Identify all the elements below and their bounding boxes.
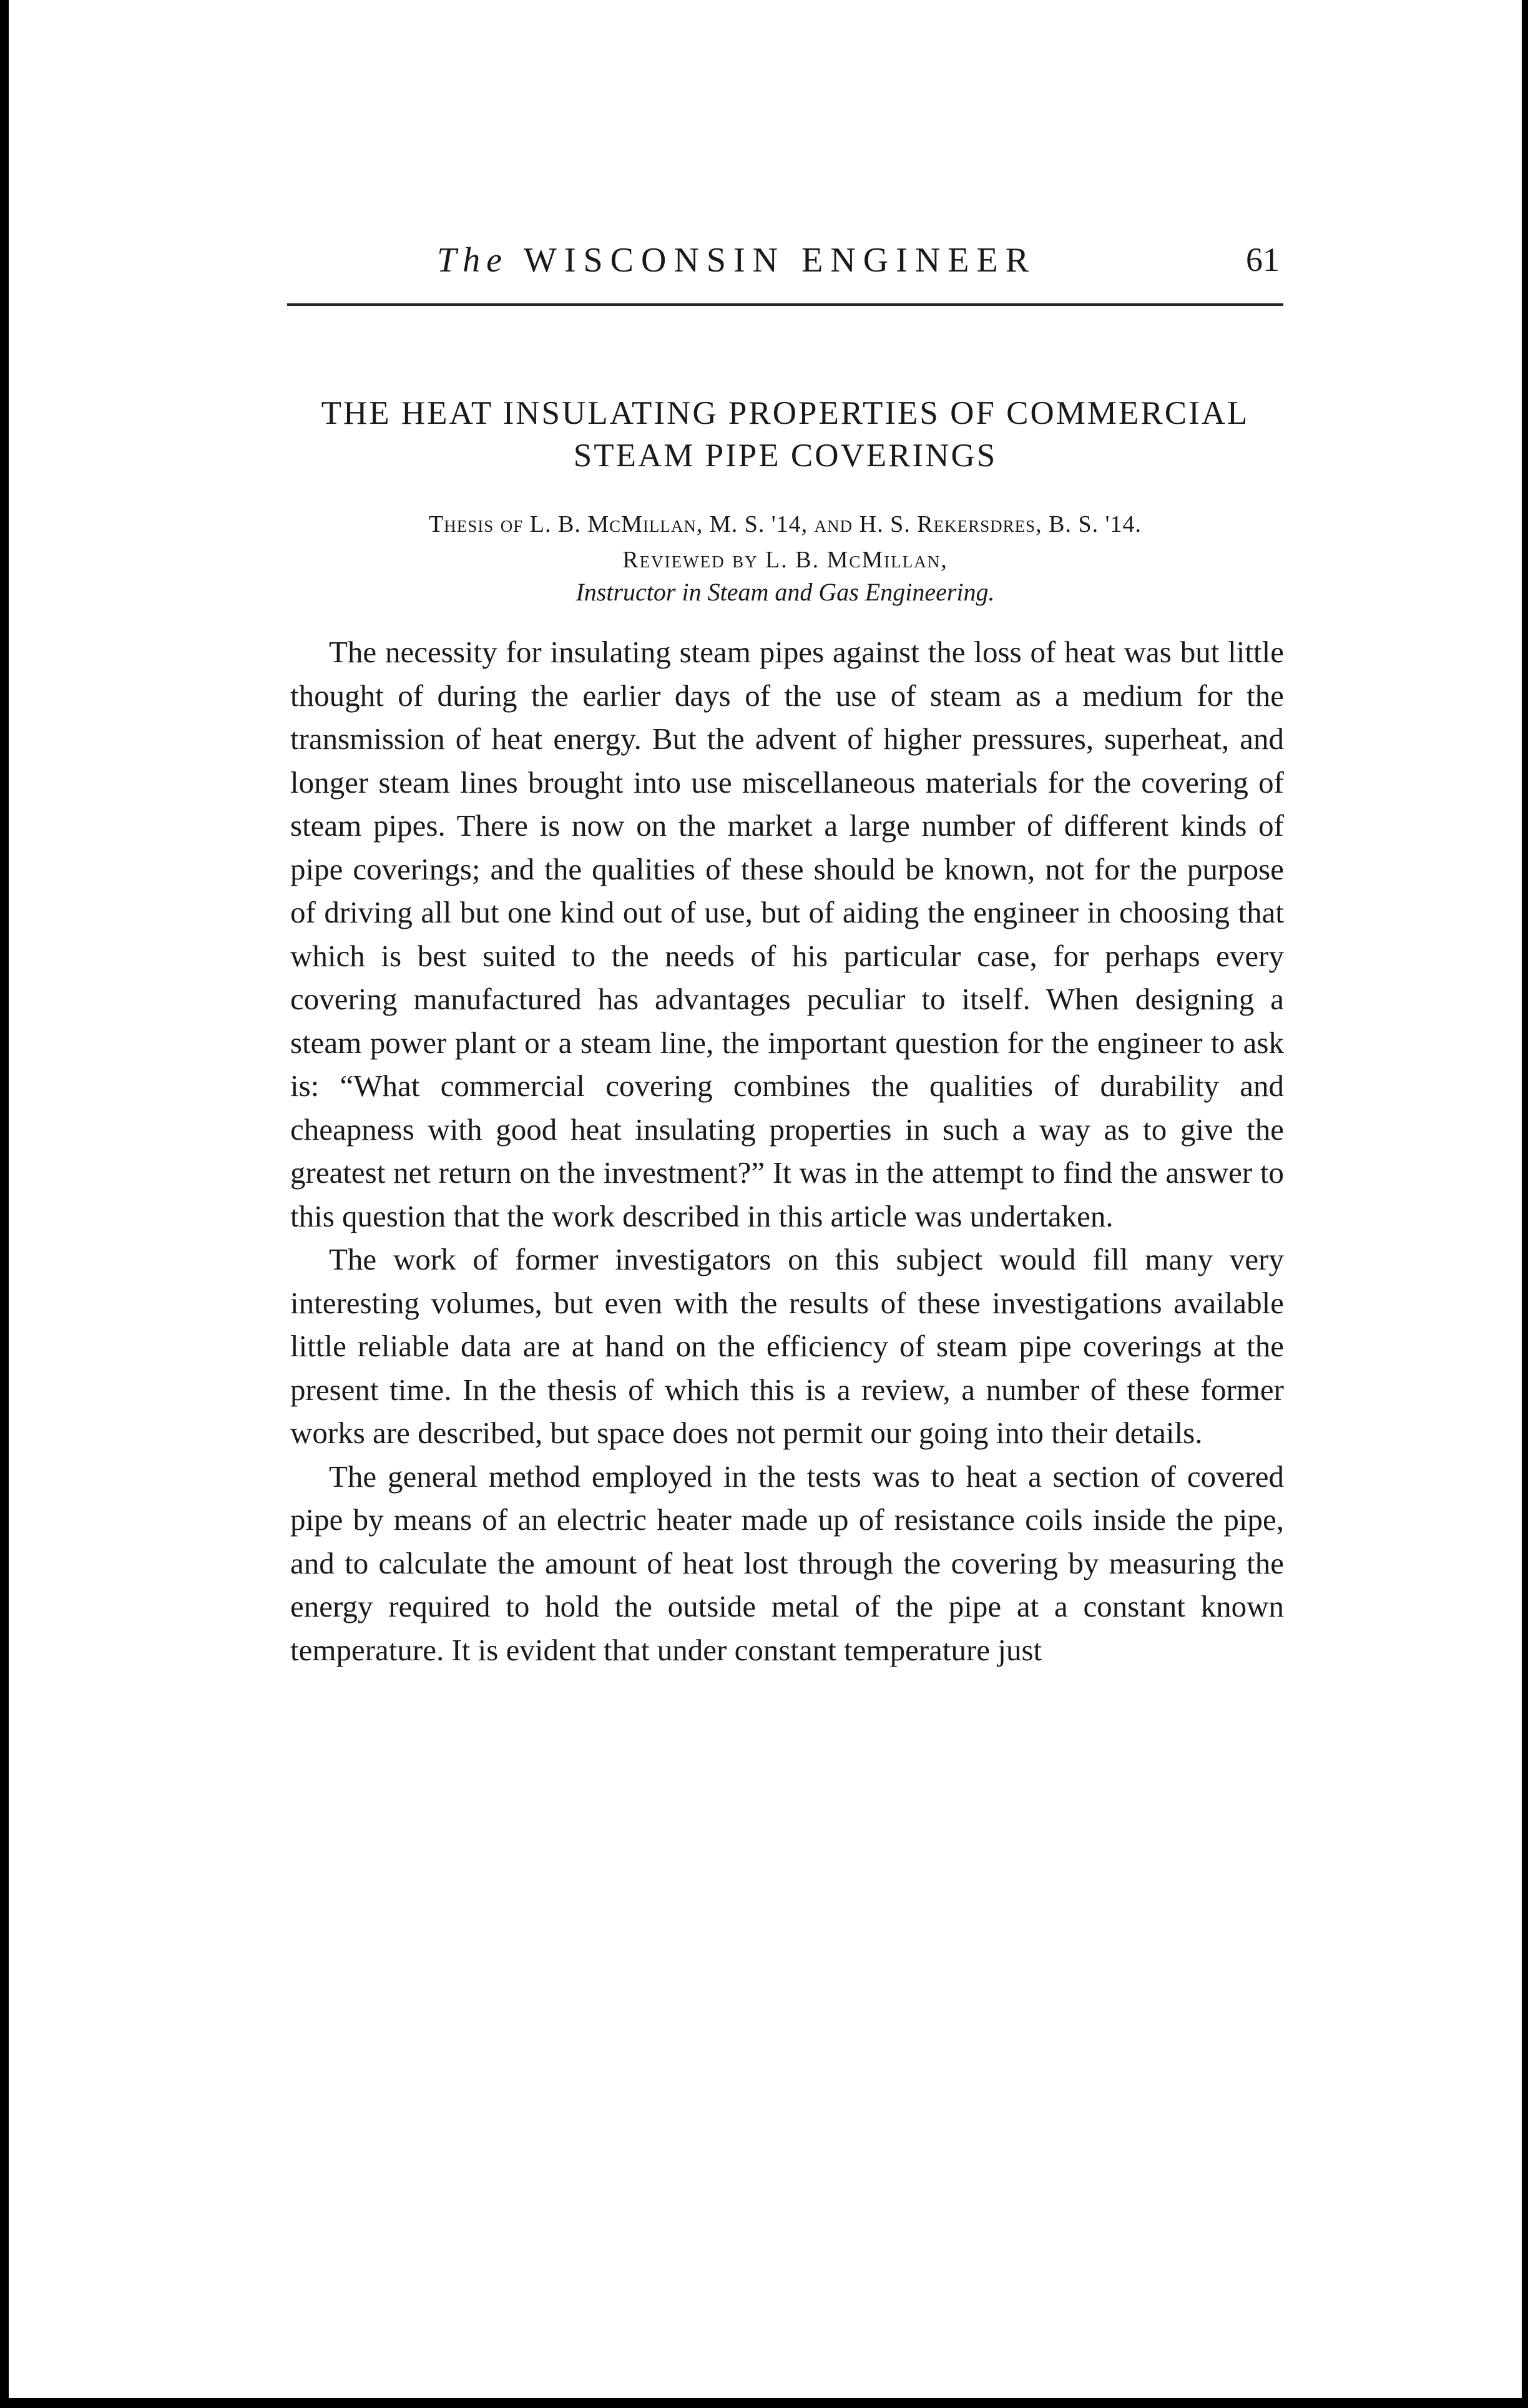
body-paragraph: The general method employed in the tests was to heat a section of covered pipe by means of an electric heater made up of resistance coils inside the pipe, and to calculate the amount of heat lost through the covering by measuring the energy required to hold the outside metal of the pipe at a constant known temperature. It is evident that under constant temperature just (290, 1459, 1284, 1667)
body-paragraph: The necessity for insulating steam pipes against the loss of heat was but little thought of during the earlier days of the use of steam as a medium for the transmission of heat energy. But the advent of higher pressures, superheat, and longer steam lines brought into use miscellaneous materials for the covering of steam pipes. There is now on the market a large number of different kinds of pipe coverings; and the qualities of these should be known, not for the purpose of driving all but one kind out of use, but of aiding the engineer in choosing that which is best suited to the needs of his particular case, for perhaps every covering manufactured has advantages peculiar to itself. When designing a steam power plant or a steam line, the important question for the engineer to ask is: “What commercial covering combines the qualities of durability and cheapness with good heat insulating properties in such a way as to give the greatest net return on the investment?” It was in the attempt to find the answer to this question that the work described in this article was undertaken. (290, 635, 1284, 1233)
journal-title: WISCONSIN ENGINEER (524, 241, 1037, 280)
running-header (287, 240, 1283, 290)
article-affiliation: Instructor in Steam and Gas Engineering. (575, 578, 995, 606)
article-title: THE HEAT INSULATING PROPERTIES OF COMMERCIAL STEAM PIPE COVERINGS (321, 395, 1250, 474)
page-number: 61 (1246, 241, 1280, 278)
journal-name (437, 240, 1036, 280)
header-rule (287, 303, 1283, 306)
article-byline: Thesis of L. B. McMillan, M. S. '14, and H. S. Rekersdres, B. S. '14. (429, 511, 1142, 537)
journal-prefix: The (437, 241, 508, 280)
article-body (290, 630, 1284, 1671)
article-reviewer: Reviewed by L. B. McMillan, (622, 547, 948, 573)
body-paragraph: The work of former investigators on this subject would fill many very interesting volumes, but even with the results of these investigations available little reliable data are at hand on the efficiency of steam pipe coverings at the present time. In the thesis of which this is a review, a number of these former works are described, but space does not permit our going into their details. (290, 1242, 1284, 1450)
